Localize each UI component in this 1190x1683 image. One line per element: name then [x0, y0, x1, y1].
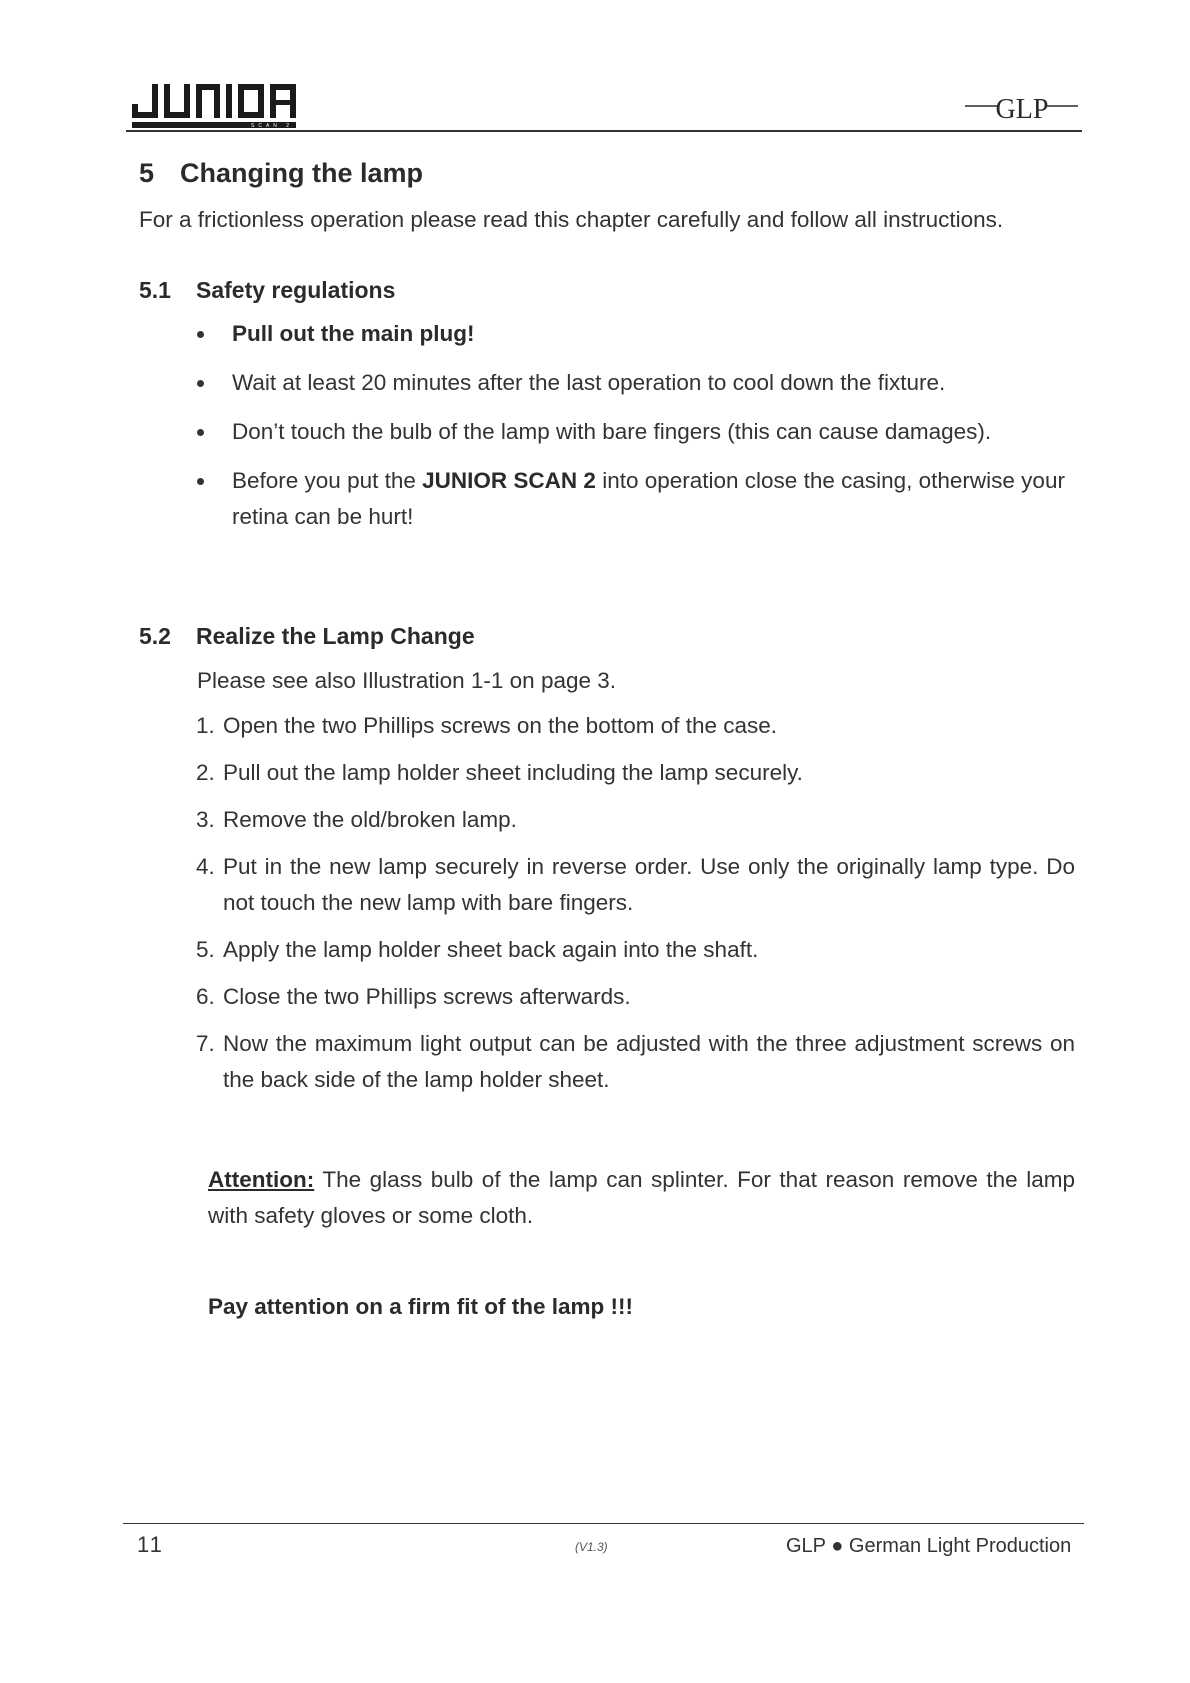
step-number: 7.: [196, 1031, 215, 1056]
bullet-text: Wait at least 20 minutes after the last operation to cool down the fixture.: [232, 370, 946, 395]
step-number: 3.: [196, 807, 215, 832]
bullet-text-post: into operation close the casing, otherwise your retina can be hurt!: [232, 468, 1065, 529]
list-item: [190, 1026, 1075, 1098]
bullet-text-pre: Before you put the: [232, 468, 423, 493]
section-title: Realize the Lamp Change: [196, 623, 475, 649]
junior-scan-logo: [126, 78, 304, 130]
section-number: 5: [139, 158, 155, 188]
list-item: [190, 463, 1090, 535]
bullet-text: Don’t touch the bulb of the lamp with bare fingers (this can cause damages).: [232, 419, 992, 444]
list-item: [190, 979, 1075, 1015]
section-5-heading: [139, 158, 423, 189]
bullet-icon: [197, 331, 204, 338]
attention-note: [208, 1162, 1075, 1234]
footer-company: [786, 1535, 1071, 1558]
section-number: 5.1: [139, 277, 171, 303]
bullet-icon: [197, 478, 204, 485]
bullet-icon: [197, 429, 204, 436]
list-item: [190, 755, 1075, 791]
header-divider: [126, 130, 1082, 132]
section-number: 5.2: [139, 623, 171, 649]
logo-sub-text: SCAN 2: [251, 123, 294, 129]
step-number: 5.: [196, 937, 215, 962]
glp-logo-text: GLP: [995, 94, 1049, 125]
list-item: [190, 802, 1075, 838]
product-name: JUNIOR SCAN 2: [422, 468, 596, 493]
company-abbrev: GLP: [786, 1535, 826, 1557]
step-text: Apply the lamp holder sheet back again into the shaft.: [223, 937, 759, 962]
step-number: 2.: [196, 760, 215, 785]
step-text: Close the two Phillips screws afterwards.: [223, 984, 631, 1009]
lamp-change-steps: [190, 708, 1075, 1109]
bullet-icon: ●: [831, 1535, 844, 1557]
company-name: German Light Production: [848, 1535, 1072, 1557]
pay-attention-note: Pay attention on a firm fit of the lamp !!!: [208, 1294, 634, 1319]
attention-text: The glass bulb of the lamp can splinter. For that reason remove the lamp with safety gloves or some cloth.: [208, 1167, 1075, 1228]
step-text: Pull out the lamp holder sheet including the lamp securely.: [223, 760, 803, 785]
section-5-2-heading: [139, 623, 475, 650]
list-item: [190, 932, 1075, 968]
version-label: (V1.3): [575, 1540, 608, 1554]
list-item: [190, 365, 1090, 401]
step-text: Put in the new lamp securely in reverse order. Use only the originally lamp type. Do not touch the new lamp with bare fingers.: [223, 854, 1075, 915]
section-title: Safety regulations: [196, 277, 396, 303]
see-also-note: Please see also Illustration 1-1 on page 3.: [197, 668, 617, 693]
section-5-1-heading: [139, 277, 395, 304]
list-item: [190, 316, 1090, 352]
list-item: [190, 708, 1075, 744]
bullet-text: Pull out the main plug!: [232, 321, 475, 346]
step-number: 4.: [196, 854, 215, 879]
step-number: 1.: [196, 713, 215, 738]
step-text: Remove the old/broken lamp.: [223, 807, 517, 832]
glp-logo: [963, 84, 1080, 130]
bullet-icon: [197, 380, 204, 387]
section-5-intro: For a frictionless operation please read this chapter carefully and follow all instructions.: [139, 207, 1004, 232]
footer-divider: [123, 1523, 1084, 1524]
attention-label: Attention:: [208, 1167, 315, 1192]
glp-logo-graphic: [963, 84, 1080, 130]
step-text: Now the maximum light output can be adjusted with the three adjustment screws on the back side of the lamp holder sheet.: [223, 1031, 1075, 1092]
list-item: [190, 849, 1075, 921]
step-text: Open the two Phillips screws on the bottom of the case.: [223, 713, 778, 738]
list-item: [190, 414, 1090, 450]
junior-scan-logo-graphic: [126, 78, 304, 130]
step-number: 6.: [196, 984, 215, 1009]
section-title: Changing the lamp: [180, 158, 423, 188]
page-number: 11: [137, 1532, 164, 1557]
safety-list: [190, 316, 1090, 548]
